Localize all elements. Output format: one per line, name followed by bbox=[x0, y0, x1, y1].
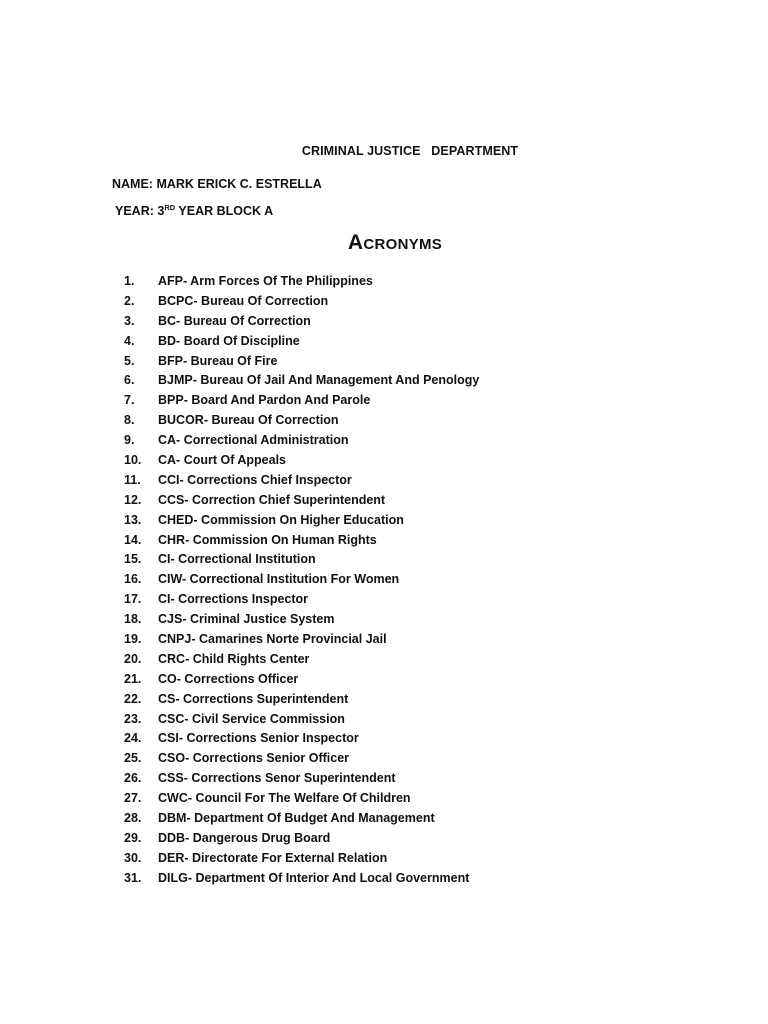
list-item bbox=[124, 570, 479, 590]
list-item bbox=[124, 749, 479, 769]
list-item bbox=[124, 630, 479, 650]
list-item bbox=[124, 670, 479, 690]
list-item-number: 12. bbox=[124, 492, 142, 507]
list-item-number: 19. bbox=[124, 632, 142, 647]
list-item-text: BD- Board Of Discipline bbox=[158, 333, 300, 348]
list-item-text: BCPC- Bureau Of Correction bbox=[158, 293, 329, 308]
list-item bbox=[124, 471, 479, 491]
list-item-number: 24. bbox=[124, 731, 142, 746]
list-item-text: BJMP- Bureau Of Jail And Management And Penology bbox=[158, 373, 480, 388]
list-item-number: 14. bbox=[124, 532, 142, 547]
list-item-text: CWC- Council For The Welfare Of Children bbox=[158, 791, 411, 806]
list-item-number: 28. bbox=[124, 811, 142, 826]
list-item-number: 9. bbox=[124, 433, 135, 448]
list-item-text: CO- Corrections Officer bbox=[158, 671, 299, 686]
list-item-text: BC- Bureau Of Correction bbox=[158, 313, 311, 328]
page-title: Acronyms bbox=[347, 231, 443, 254]
list-item-number: 16. bbox=[124, 572, 142, 587]
list-item bbox=[124, 729, 479, 749]
list-item-number: 23. bbox=[124, 711, 142, 726]
list-item bbox=[124, 511, 479, 531]
list-item bbox=[124, 371, 479, 391]
list-item bbox=[124, 690, 479, 710]
year-ordinal-suffix: RD bbox=[164, 203, 176, 212]
list-item bbox=[124, 431, 479, 451]
list-item-number: 25. bbox=[124, 751, 142, 766]
list-item-text: CI- Corrections Inspector bbox=[158, 592, 309, 607]
list-item-number: 3. bbox=[124, 313, 135, 328]
year-prefix: YEAR: 3 bbox=[115, 204, 165, 218]
list-item-number: 18. bbox=[124, 612, 142, 627]
list-item bbox=[124, 610, 479, 630]
list-item bbox=[124, 650, 479, 670]
list-item bbox=[124, 411, 479, 431]
list-item-text: CIW- Correctional Institution For Women bbox=[158, 572, 400, 587]
list-item-number: 2. bbox=[124, 293, 135, 308]
list-item-number: 11. bbox=[124, 472, 141, 487]
list-item-number: 22. bbox=[124, 691, 142, 706]
list-item-text: DILG- Department Of Interior And Local Government bbox=[158, 870, 470, 885]
student-year bbox=[115, 203, 273, 218]
list-item-text: BFP- Bureau Of Fire bbox=[158, 353, 278, 368]
list-item-text: DBM- Department Of Budget And Management bbox=[158, 811, 435, 826]
list-item-text: CS- Corrections Superintendent bbox=[158, 691, 349, 706]
list-item-text: CCS- Correction Chief Superintendent bbox=[158, 492, 386, 507]
list-item bbox=[124, 789, 479, 809]
list-item-text: BUCOR- Bureau Of Correction bbox=[158, 413, 339, 428]
list-item-text: CCI- Corrections Chief Inspector bbox=[158, 472, 352, 487]
list-item-number: 5. bbox=[124, 353, 135, 368]
list-item bbox=[124, 809, 479, 829]
list-item-text: CHR- Commission On Human Rights bbox=[158, 532, 377, 547]
list-item-number: 13. bbox=[124, 512, 142, 527]
list-item bbox=[124, 352, 479, 372]
list-item-number: 6. bbox=[124, 373, 135, 388]
list-item-number: 17. bbox=[124, 592, 142, 607]
list-item-number: 21. bbox=[124, 671, 142, 686]
list-item-text: CRC- Child Rights Center bbox=[158, 651, 310, 666]
list-item-text: DER- Directorate For External Relation bbox=[158, 850, 388, 865]
list-item-number: 7. bbox=[124, 393, 135, 408]
list-item bbox=[124, 590, 479, 610]
list-item-text: CI- Correctional Institution bbox=[158, 552, 316, 567]
list-item bbox=[124, 292, 479, 312]
list-item-number: 26. bbox=[124, 771, 142, 786]
department-heading: CRIMINAL JUSTICE DEPARTMENT bbox=[301, 144, 519, 158]
list-item-text: CSO- Corrections Senior Officer bbox=[158, 751, 350, 766]
year-suffix: YEAR BLOCK A bbox=[175, 204, 274, 218]
list-item bbox=[124, 391, 479, 411]
list-item-number: 4. bbox=[124, 333, 135, 348]
list-item-number: 10. bbox=[124, 453, 142, 468]
list-item-text: CSI- Corrections Senior Inspector bbox=[158, 731, 359, 746]
list-item-number: 20. bbox=[124, 651, 142, 666]
list-item bbox=[124, 531, 479, 551]
list-item-text: CHED- Commission On Higher Education bbox=[158, 512, 404, 527]
list-item-text: CNPJ- Camarines Norte Provincial Jail bbox=[158, 632, 387, 647]
list-item bbox=[124, 869, 479, 889]
list-item-number: 8. bbox=[124, 413, 135, 428]
list-item-text: CSC- Civil Service Commission bbox=[158, 711, 345, 726]
list-item-number: 29. bbox=[124, 830, 142, 845]
list-item-text: CA- Correctional Administration bbox=[158, 433, 349, 448]
list-item bbox=[124, 710, 479, 730]
student-name: NAME: MARK ERICK C. ESTRELLA bbox=[112, 177, 322, 191]
list-item-number: 31. bbox=[124, 870, 142, 885]
list-item-text: BPP- Board And Pardon And Parole bbox=[158, 393, 371, 408]
list-item-number: 30. bbox=[124, 850, 142, 865]
list-item-text: DDB- Dangerous Drug Board bbox=[158, 830, 331, 845]
list-item-text: CA- Court Of Appeals bbox=[158, 453, 287, 468]
list-item bbox=[124, 550, 479, 570]
list-item bbox=[124, 312, 479, 332]
list-item bbox=[124, 451, 479, 471]
list-item bbox=[124, 272, 479, 292]
list-item bbox=[124, 849, 479, 869]
list-item bbox=[124, 769, 479, 789]
list-item bbox=[124, 491, 479, 511]
list-item-number: 1. bbox=[124, 274, 135, 288]
list-item-text: CSS- Corrections Senor Superintendent bbox=[158, 771, 396, 786]
list-item bbox=[124, 829, 479, 849]
list-item bbox=[124, 332, 479, 352]
list-item-text: CJS- Criminal Justice System bbox=[158, 612, 335, 627]
acronym-list bbox=[124, 272, 479, 889]
list-item-text: AFP- Arm Forces Of The Philippines bbox=[158, 274, 373, 288]
list-item-number: 27. bbox=[124, 791, 142, 806]
list-item-number: 15. bbox=[124, 552, 142, 567]
